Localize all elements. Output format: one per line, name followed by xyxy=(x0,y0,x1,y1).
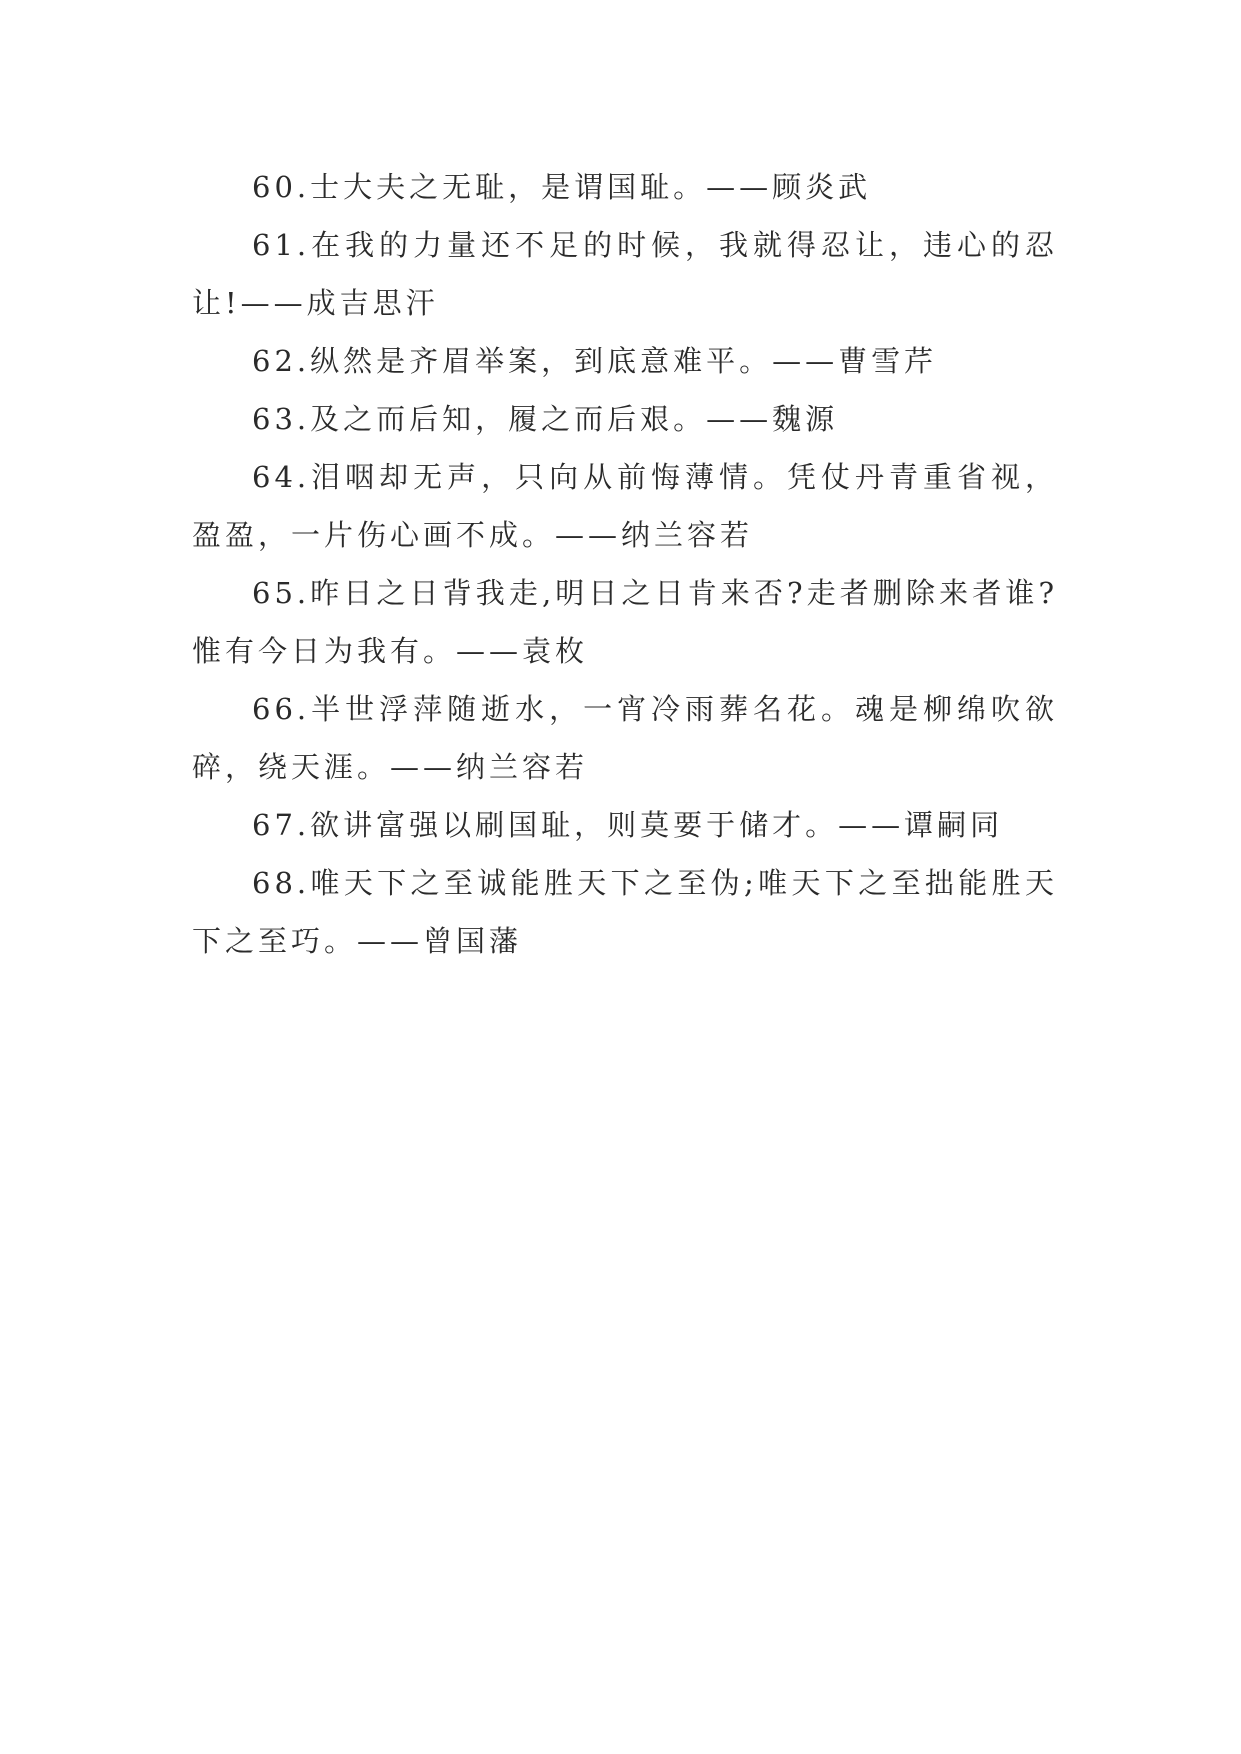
quote-item-60: 60.士大夫之无耻，是谓国耻。——顾炎武 xyxy=(252,170,872,204)
quote-item-62: 62.纵然是齐眉举案，到底意难平。——曹雪芹 xyxy=(252,344,938,378)
quote-item-65: 65.昨日之日背我走,明日之日肯来否?走者删除来者谁?惟有今日为我有。——袁枚 xyxy=(192,576,1058,668)
quote-list xyxy=(192,158,1058,970)
quote-item-64: 64.泪咽却无声，只向从前悔薄情。凭仗丹青重省视，盈盈，一片伤心画不成。——纳兰容若 xyxy=(192,460,1058,552)
quote-item-63: 63.及之而后知，履之而后艰。——魏源 xyxy=(252,402,839,436)
quote-item-67: 67.欲讲富强以刷国耻，则莫要于储才。——谭嗣同 xyxy=(252,808,1004,842)
quote-item-68: 68.唯天下之至诚能胜天下之至伪;唯天下之至拙能胜天下之至巧。——曾国藩 xyxy=(192,866,1058,958)
quote-item-61: 61.在我的力量还不足的时候，我就得忍让，违心的忍让!——成吉思汗 xyxy=(192,228,1058,320)
quote-item-66: 66.半世浮萍随逝水，一宵冷雨葬名花。魂是柳绵吹欲碎，绕天涯。——纳兰容若 xyxy=(192,692,1058,784)
